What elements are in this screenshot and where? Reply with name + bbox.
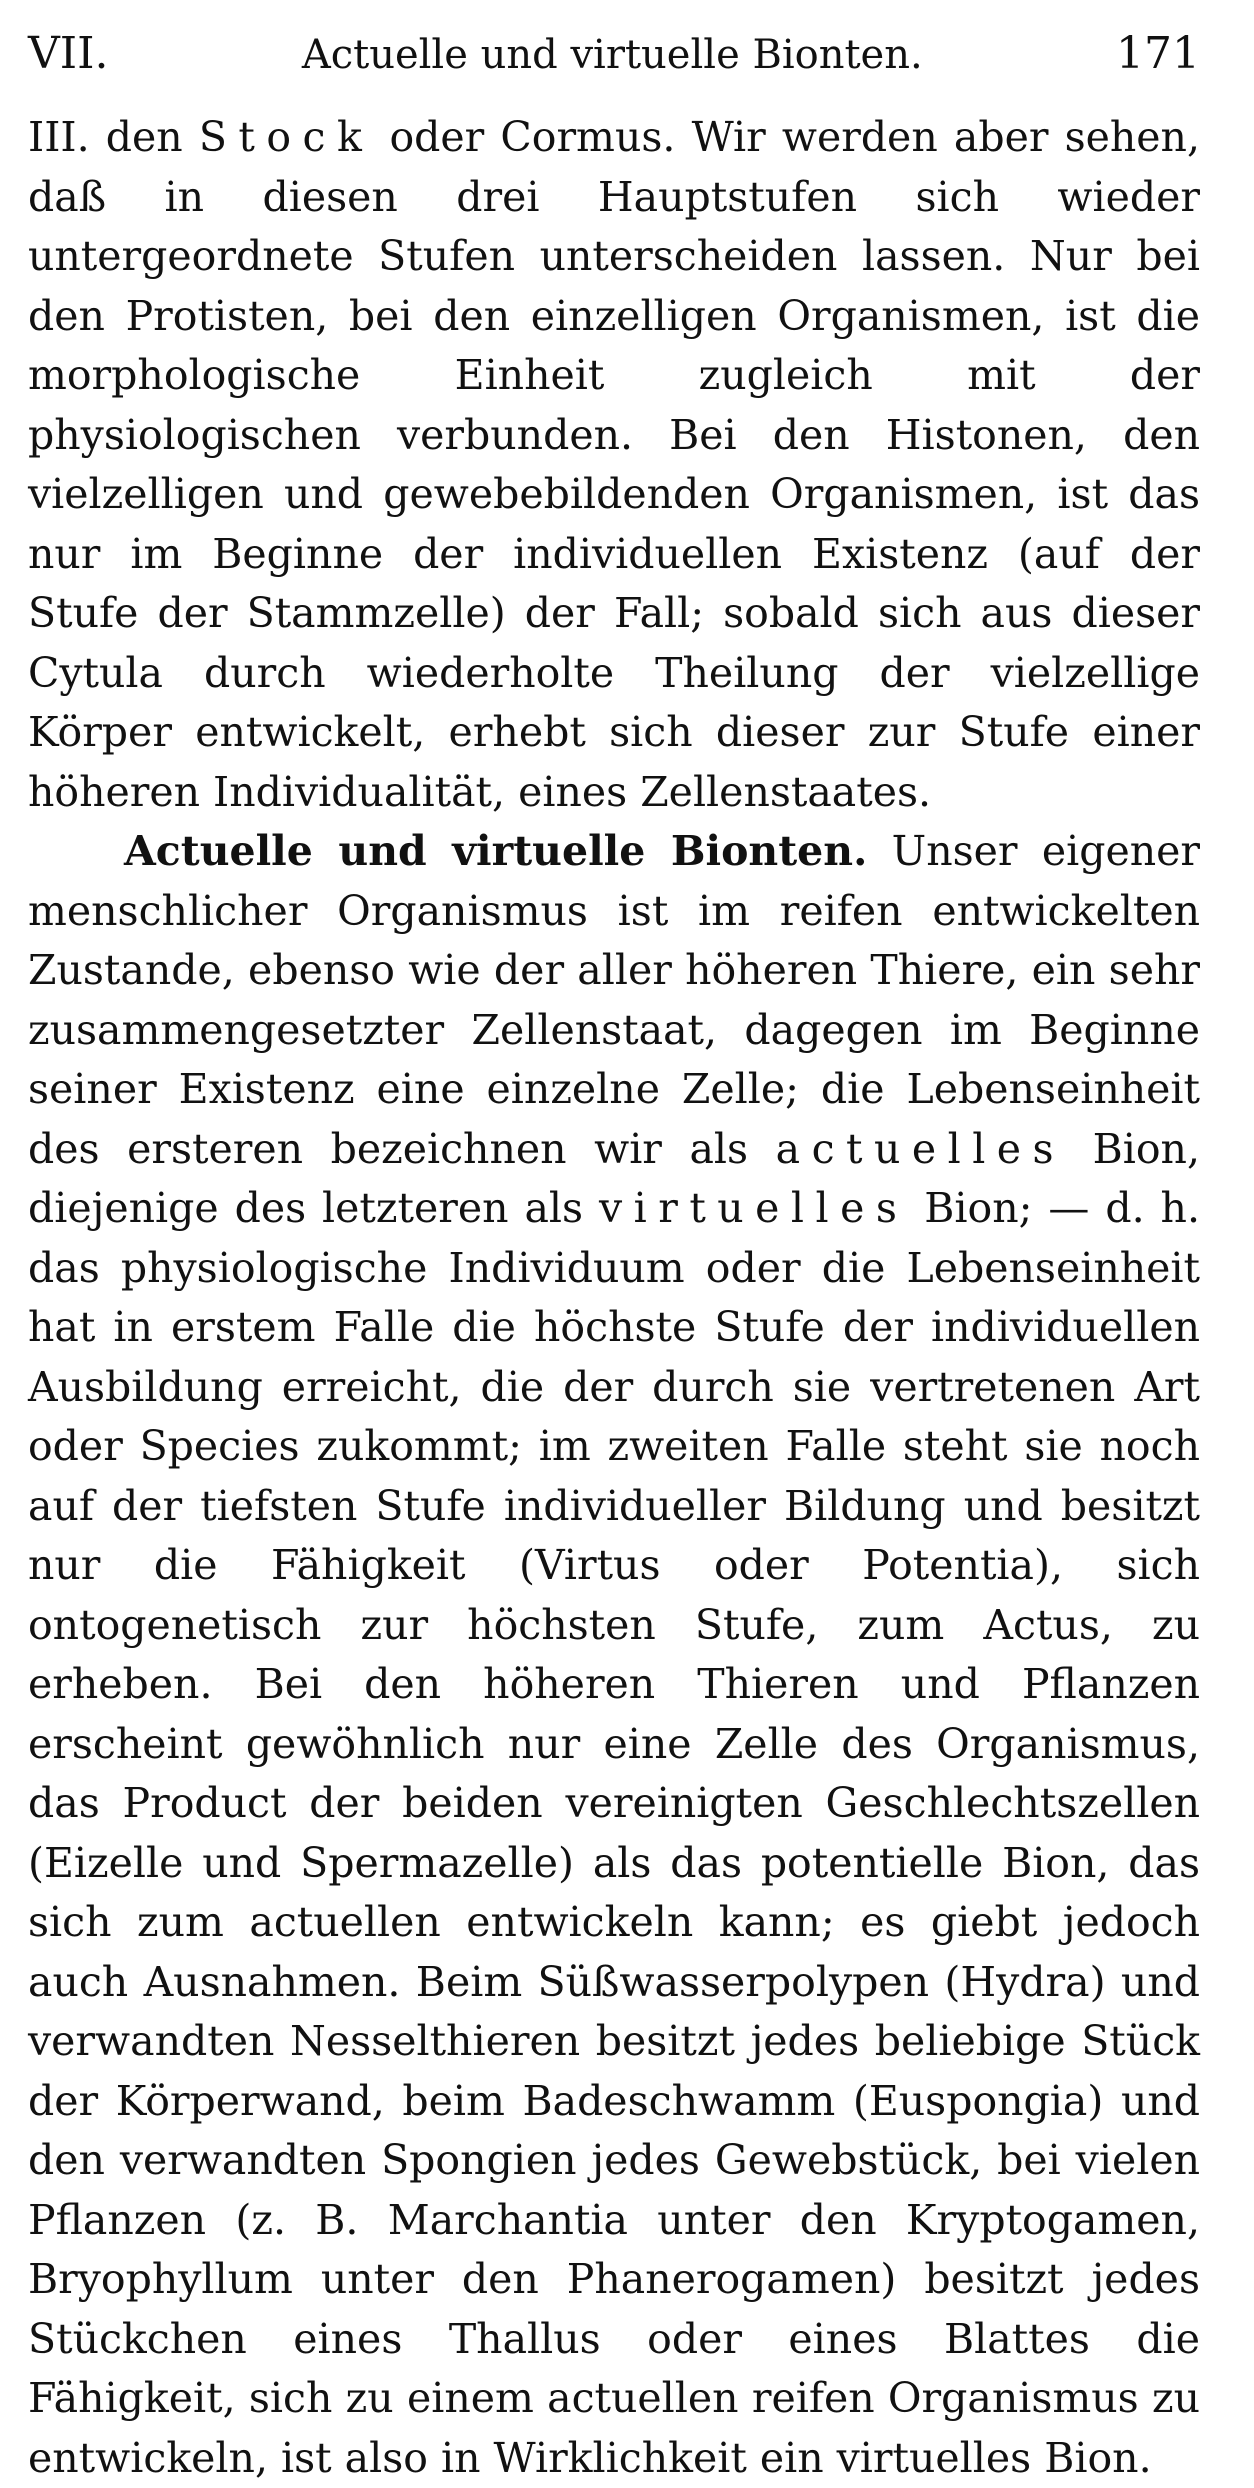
p2-spaced-virtuelles: virtuelles xyxy=(599,1184,909,1232)
paragraph-1 xyxy=(28,108,1200,822)
p2-text-3: Bion; — d. h. das physiologische Individuum oder die Lebenseinheit hat in erstem Falle die höchste Stufe der individuellen Ausbildung erreicht, die der durch sie vertretenen Art oder Species zukommt; im zweiten Falle steht sie noch auf der tiefsten Stufe individueller Bildung und besitzt nur die Fähigkeit (Virtus oder Potentia), sich ontogenetisch zur höchsten Stufe, zum Actus, zu erheben. Bei den höheren Thieren und Pflanzen erscheint gewöhnlich nur eine Zelle des Organismus, das Product der beiden vereinigten Geschlechtszellen (Eizelle und Spermazelle) als das potentielle Bion, das sich zum actuellen entwickeln kann; es giebt jedoch auch Ausnahmen. Beim Süßwasserpolypen (Hydra) und verwandten Nesselthieren besitzt jedes beliebige Stück der Körperwand, beim Badeschwamm (Euspongia) und den verwandten Spongien jedes Gewebstück, bei vielen Pflanzen (z. B. Marchantia unter den Kryptogamen, Bryophyllum unter den Phanerogamen) besitzt jedes Stückchen eines Thallus oder eines Blattes die Fähigkeit, sich zu einem actuellen reifen Organismus zu entwickeln, ist also in Wirklichkeit ein virtuelles Bion. xyxy=(28,1184,1200,2482)
body-text xyxy=(28,108,1200,2488)
paragraph-2 xyxy=(28,822,1200,2488)
p2-spaced-actuelles: actuelles xyxy=(775,1124,1066,1173)
p1-cormus: Cormus xyxy=(500,113,663,161)
p2-text-1: Unser eigener menschlicher Organismus ist im reifen entwickelten Zustande, ebenso wie der aller höheren Thiere, ein sehr zusammengesetzter Zellenstaat, dagegen im Beginne seiner Existenz eine einzelne Zelle; die Lebenseinheit des ersteren bezeichnen wir als xyxy=(28,827,1200,1173)
p1-spaced-stock: Stock xyxy=(198,113,374,161)
p1-text-3: . Wir werden aber sehen, daß in diesen drei Hauptstufen sich wieder untergeordnete Stufen unterscheiden lassen. Nur bei den Protisten, bei den einzelligen Organismen, ist die morphologische Einheit zugleich mit der physiologischen verbunden. Bei den Histonen, den vielzelligen und gewebebildenden Organismen, ist das nur im Beginne der individuellen Existenz (auf der Stufe der Stammzelle) der Fall; sobald sich aus dieser Cytula durch wiederholte Theilung der vielzellige Körper entwickelt, erhebt sich dieser zur Stufe einer höheren Individualität, eines Zellenstaates. xyxy=(28,113,1200,816)
running-title: Actuelle und virtuelle Bionten. xyxy=(301,32,923,78)
page-header xyxy=(28,28,1200,98)
p2-text-2: Bion, diejenige des letzteren als xyxy=(28,1124,1200,1232)
section-heading: Actuelle und virtuelle Bionten. xyxy=(124,827,868,875)
chapter-number: VII. xyxy=(28,28,109,79)
p1-text-2: oder xyxy=(373,113,501,161)
page-number: 171 xyxy=(1116,28,1200,79)
p1-text-1: III. den xyxy=(28,113,199,161)
